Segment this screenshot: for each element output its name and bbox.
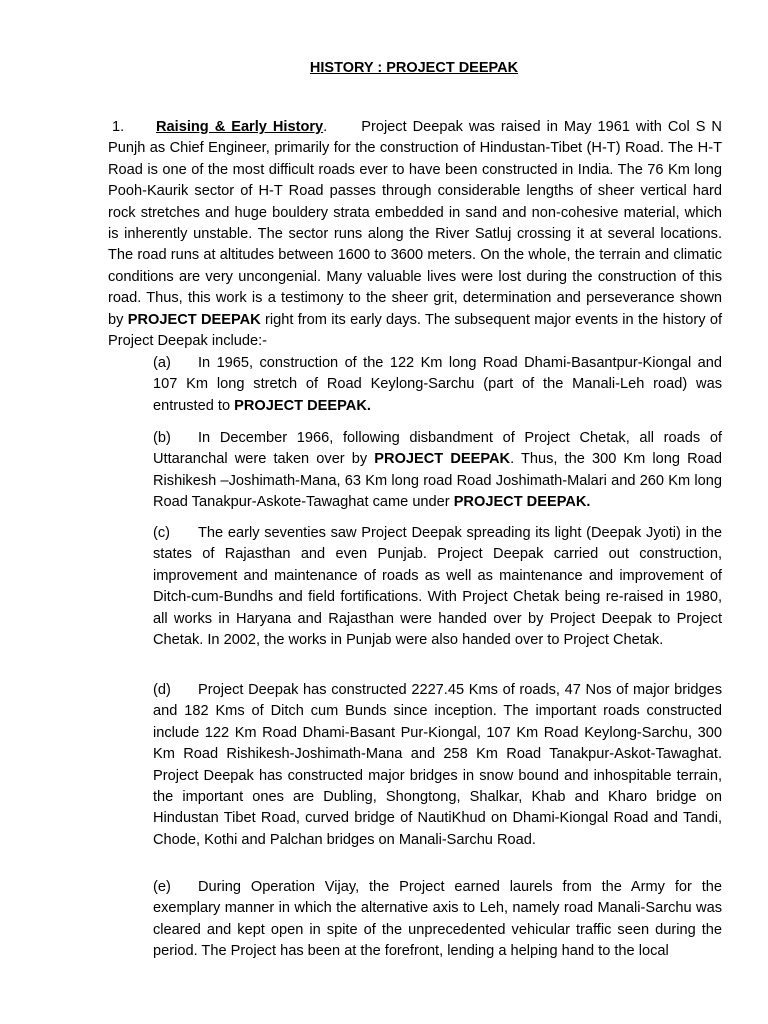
page-title: HISTORY : PROJECT DEEPAK (309, 60, 519, 76)
list-item-d (153, 680, 722, 851)
bold-project-name: PROJECT DEEPAK (374, 451, 511, 468)
item-text: Project Deepak has constructed 2227.45 Kms of roads, 47 Nos of major bridges and 182 Kms of Ditch cum Bunds since inception. The important roads constructed include 122 Km Road Dhami-Basant Pur-Kiongal, 107 Km Road Keylong-Sarchu, 300 Km Road Rishikesh-Joshimath-Mana and 258 Km Road Tanakpur-Askot-Tawaghat. Project Deepak has constructed major bridges in snow bound and inhospitable terrain, the important ones are Dubling, Shongtong, Shalkar, Khab and Kharo bridge on Hindustan Tibet Road, curved bridge of NautiKhud on Dhami-Kiongal Road and Tandi, Chode, Kothi and Palchan bridges on Manali-Sarchu Road. (153, 682, 722, 848)
item-text: In December 1966, following disbandment of Project Chetak, all roads of Uttaranchal were taken over by (153, 430, 722, 468)
item-text: In 1965, construction of the 122 Km long Road Dhami-Basantpur-Kiongal and 107 Km long stretch of Road Keylong-Sarchu (part of the Manali-Leh road) was entrusted to (153, 355, 722, 414)
bold-project-name: PROJECT DEEPAK (127, 311, 261, 328)
item-text: During Operation Vijay, the Project earned laurels from the Army for the exemplary manner in which the alternative axis to Leh, namely road Manali-Sarchu was cleared and kept open in spite of the unprecedented vehicular traffic seen during the period. The Project has been at the forefront, lending a helping hand to the local (153, 879, 722, 960)
item-label: (b) (153, 430, 171, 446)
list-item-a (153, 353, 722, 417)
section-raising-early-history (108, 117, 722, 352)
item-label: (a) (153, 355, 171, 371)
section-heading-period: . (323, 119, 328, 135)
section-heading: Raising & Early History (156, 119, 324, 135)
bold-project-name: PROJECT DEEPAK. (453, 494, 591, 511)
list-item-b (153, 428, 722, 514)
item-label: (d) (153, 682, 171, 698)
list-item-e (153, 877, 722, 963)
item-text: . Thus, the 300 Km long Road Rishikesh –Joshimath-Mana, 63 Km long road Road Joshimath-Malari and 260 Km long Road Tanakpur-Askote-Tawaghat came under (153, 451, 723, 511)
item-label: (c) (153, 525, 171, 541)
section-text: Project Deepak was raised in May 1961 with Col S N Punjh as Chief Engineer, primarily for the construction of Hindustan-Tibet (H-T) Road. The H-T Road is one of the most difficult roads ever to have been constructed in India. The 76 Km long Pooh-Kaurik sector of H-T Road passes through considerable lengths of sheer vertical hard rock stretches and huge bouldery strata embedded in sand and non-cohesive material, which is inherently unstable. The sector runs along the River Satluj crossing it at several locations. The road runs at altitudes between 1600 to 3600 meters. On the whole, the terrain and climatic conditions are very uncongenial. Many valuable lives were lost during the construction of this road. Thus, this work is a testimony to the sheer grit, determination and perseverance shown by (108, 119, 722, 328)
section-number: 1. (112, 119, 125, 135)
item-label: (e) (153, 879, 171, 895)
section-text: right from its early days. The subsequent major events in the history of Project Deepak include:- (108, 311, 723, 350)
list-item-c (153, 523, 722, 651)
bold-project-name: PROJECT DEEPAK. (234, 397, 371, 414)
item-text: The early seventies saw Project Deepak spreading its light (Deepak Jyoti) in the states of Rajasthan and even Punjab. Project Deepak carried out construction, improvement and maintenance of roads as well as maintenance and improvement of Ditch-cum-Bundhs and field fortifications. With Project Chetak being re-raised in 1980, all works in Haryana and Rajasthan were handed over by Project Deepak to Project Chetak. In 2002, the works in Punjab were also handed over to Project Chetak. (153, 525, 722, 649)
